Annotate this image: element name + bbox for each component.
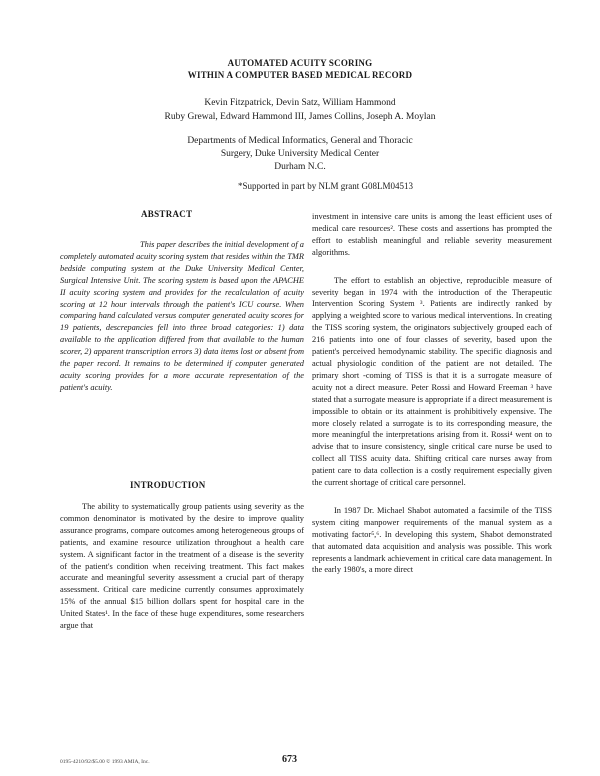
abstract-body (60, 239, 304, 394)
abstract-paragraph: This paper describes the initial development of a completely automated acuity scoring system that resides within the TMR bedside computing system at the Duke University Medical Center, Surgical Intensive Unit. The scoring system is based upon the APACHE II acuity scoring system and provides for the recalculation of acuity scoring at 12 hour intervals through the patient's ICU course. When comparing hand calculated versus computer generated acuity scores for 19 patients, descrepancies fell into three broad categories: 1) data available to the application differed from that available to the human scorer, 2) apparent transcription errors 3) data items lost or absent from the paper record. It remains to be determined if computer generated acuity scoring provides for a more accurate representation of the patient's acuity. (60, 240, 304, 392)
right-column (312, 211, 552, 576)
affiliation-line-1: Departments of Medical Informatics, General and Thoracic (187, 136, 413, 146)
paper-title-line-2: WITHIN A COMPUTER BASED MEDICAL RECORD (187, 70, 413, 80)
author-list (0, 96, 600, 124)
copyright-footer: 0195-4210/92/$5.00 © 1993 AMIA, Inc. (60, 759, 150, 765)
introduction-paragraph-1: The ability to systematically group patients using severity as the common denominator is motivated by the desire to improve quality assurance programs, compare outcomes among heterogeneous groups of patients, and examine resource utilization throughout a health care system. A significant factor in the treatment of a disease is the severity of the patient's condition when receiving treatment. This fact makes accurate and meaningful severity assessment a crucial part of therapy assessment. Critical care medicine currently consumes approximately 15% of the annual $15 billion dollars spent for hospital care in the United States¹. In the face of these huge expenditures, some researchers argue that (60, 502, 304, 631)
right-paragraph-2: The effort to establish an objective, reproducible measure of severity began in 1974 with the introduction of the Therapeutic Intervention Scoring System ³. Patients are indirectly ranked by applying a weighted score to various medical interventions. In creating the TISS scoring system, the originators subjectively grouped each of 216 patients into one of four classes of severity, based upon the patient's perceived hemodynamic stability. The specific diagnosis and actual physiologic condition of the patient are not detailed. The primary short -coming of TISS is that it is a surrogate measure of acuity not a direct measure. Peter Rossi and Howard Freeman ³ have stated that a surrogate measure is appropriate if a direct measurement is impossible to obtain or its attainment is prohibitively expensive. The more closely related a surrogate is to its corresponding measure, the more meaningful the interpretations arising from it. Rossi⁴ went on to advise that to insure consistency, single critical care nurse be used to collect all TISS acuity data. Shifting critical care nurses away from patient care to data collection is a costly requirement especially given the current shortage of critical care personnel. (312, 275, 552, 488)
right-paragraph-3: In 1987 Dr. Michael Shabot automated a facsimile of the TISS system citing manpower requirements of the manual system as a motivating factor⁵,⁶. In developing this system, Shabot demonstrated that automated data acquisition and analysis was possible. This work represents a landmark achievement in critical care data management. In the early 1980's, a more direct (312, 505, 552, 575)
page-number: 673 (282, 754, 297, 765)
support-note: *Supported in part by NLM grant G08LM04513 (238, 181, 413, 191)
paper-title (0, 57, 600, 81)
right-paragraph-1: investment in intensive care units is among the least efficient uses of medical care resources². These costs and assertions has prompted the effort to establish meaningful and reliable severity measurement algorithms. (312, 212, 552, 257)
affiliation-line-3: Durham N.C. (274, 162, 326, 172)
paper-title-line-1: AUTOMATED ACUITY SCORING (227, 58, 373, 68)
affiliation (0, 135, 600, 174)
introduction-heading: INTRODUCTION (130, 480, 206, 490)
abstract-heading: ABSTRACT (141, 209, 193, 219)
introduction-body (60, 501, 304, 632)
author-line-2: Ruby Grewal, Edward Hammond III, James Collins, Joseph A. Moylan (164, 112, 436, 122)
affiliation-line-2: Surgery, Duke University Medical Center (220, 149, 380, 159)
author-line-1: Kevin Fitzpatrick, Devin Satz, William Hammond (204, 98, 396, 108)
